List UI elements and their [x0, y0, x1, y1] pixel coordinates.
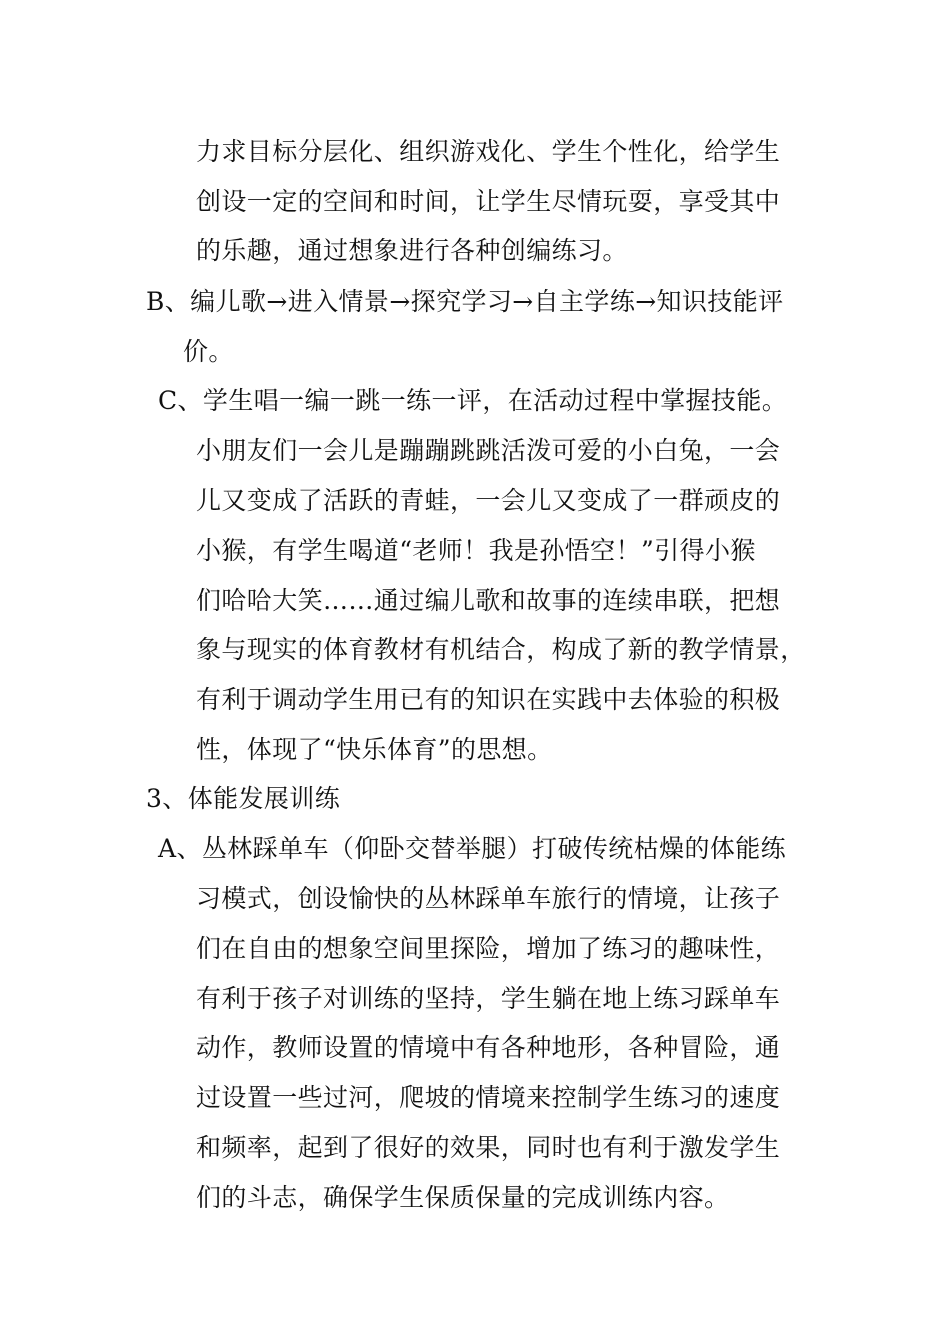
text-line: 动作，教师设置的情境中有各种地形，各种冒险，通 — [196, 1033, 781, 1062]
text-line: 价。 — [183, 337, 234, 366]
text-line: 和频率，起到了很好的效果，同时也有利于激发学生 — [196, 1133, 781, 1162]
text-line: 小朋友们一会儿是蹦蹦跳跳活泼可爱的小白兔，一会 — [196, 436, 781, 465]
text-line: 性，体现了“快乐体育”的思想。 — [196, 735, 553, 764]
text-line: 儿又变成了活跃的青蛙，一会儿又变成了一群顽皮的 — [196, 486, 781, 515]
text-line: 习模式，创设愉快的丛林踩单车旅行的情境，让孩子 — [196, 884, 781, 913]
text-line: 的乐趣，通过想象进行各种创编练习。 — [196, 236, 628, 265]
text-line: C、学生唱一编一跳一练一评，在活动过程中掌握技能。 — [158, 386, 788, 415]
section-heading: 3、体能发展训练 — [146, 784, 341, 813]
text-line: A、丛林踩单车（仰卧交替举腿）打破传统枯燥的体能练 — [158, 834, 787, 863]
text-line: 们哈哈大笑……通过编儿歌和故事的连续串联，把想 — [196, 586, 781, 615]
text-line: 小猴，有学生喝道“老师！我是孙悟空！”引得小猴 — [196, 536, 756, 565]
text-line: B、编儿歌→进入情景→探究学习→自主学练→知识技能评 — [146, 287, 784, 316]
text-line: 象与现实的体育教材有机结合，构成了新的教学情景， — [196, 635, 806, 664]
text-line: 有利于调动学生用已有的知识在实践中去体验的积极 — [196, 685, 781, 714]
text-line: 们在自由的想象空间里探险，增加了练习的趣味性， — [196, 934, 781, 963]
text-line: 过设置一些过河，爬坡的情境来控制学生练习的速度 — [196, 1083, 781, 1112]
text-line: 创设一定的空间和时间，让学生尽情玩耍，享受其中 — [196, 187, 781, 216]
text-line: 力求目标分层化、组织游戏化、学生个性化，给学生 — [196, 137, 781, 166]
text-line: 有利于孩子对训练的坚持，学生躺在地上练习踩单车 — [196, 984, 781, 1013]
text-line: 们的斗志，确保学生保质保量的完成训练内容。 — [196, 1183, 730, 1212]
